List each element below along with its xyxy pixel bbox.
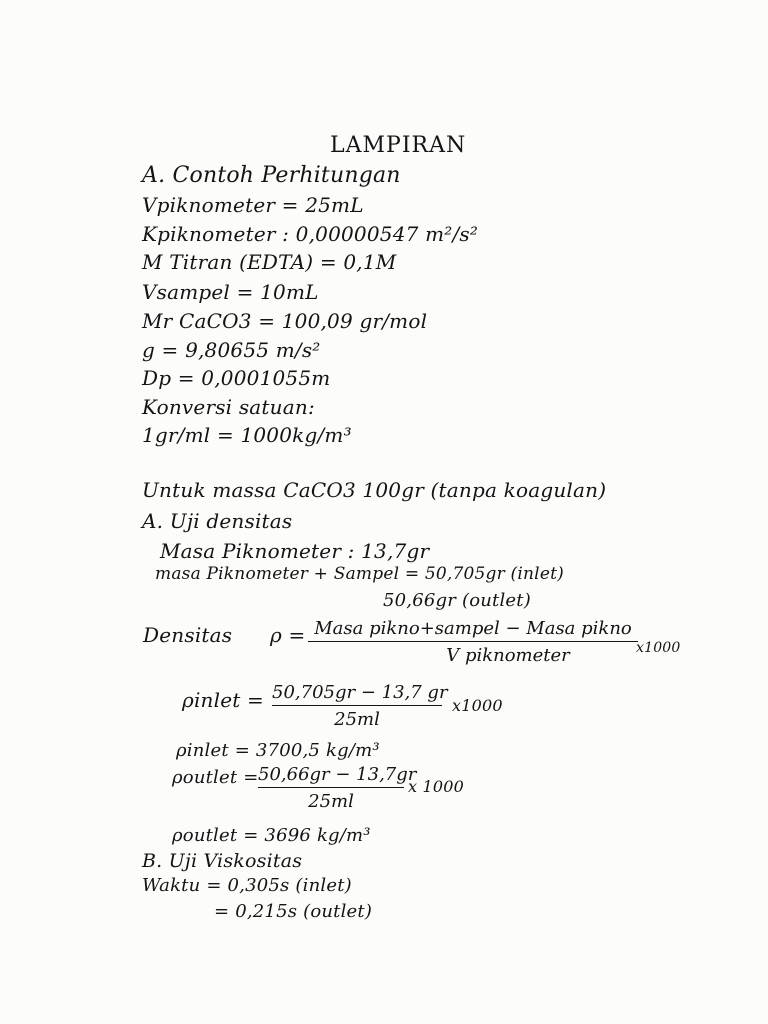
inlet-multiplier: x1000: [452, 696, 503, 715]
fraction-bar: [272, 705, 442, 706]
given-konversi: Konversi satuan:: [142, 395, 315, 419]
masa-pikno-sampel-inlet: masa Piknometer + Sampel = 50,705gr (inlet): [155, 564, 564, 584]
uji-densitas-heading: A. Uji densitas: [142, 509, 293, 533]
outlet-label: ρoutlet =: [172, 767, 259, 788]
section-a-heading: A. Contoh Perhitungan: [142, 163, 401, 188]
outlet-fraction: [258, 764, 417, 812]
outlet-result: ρoutlet = 3696 kg/m³: [172, 825, 371, 846]
given-g: g = 9,80655 m/s²: [142, 338, 321, 362]
densitas-formula-fraction: [308, 618, 638, 666]
given-dp: Dp = 0,0001055m: [142, 366, 331, 390]
outlet-denominator: 25ml: [308, 791, 354, 812]
densitas-numerator: Masa pikno+sampel − Masa pikno: [314, 618, 632, 639]
waktu-outlet: = 0,215s (outlet): [214, 901, 373, 922]
given-m-titran: M Titran (EDTA) = 0,1M: [142, 250, 397, 274]
page-title: LAMPIRAN: [330, 133, 467, 158]
inlet-label: ρinlet =: [182, 688, 265, 712]
fraction-bar: [258, 787, 404, 788]
inlet-denominator: 25ml: [334, 709, 380, 730]
given-vpiknometer: Vpiknometer = 25mL: [142, 193, 364, 217]
rho-symbol: ρ =: [270, 623, 306, 647]
outlet-numerator: 50,66gr − 13,7gr: [258, 764, 417, 785]
given-vsampel: Vsampel = 10mL: [142, 280, 319, 304]
masa-piknometer: Masa Piknometer : 13,7gr: [160, 539, 430, 563]
densitas-label: Densitas: [143, 623, 233, 647]
masa-pikno-sampel-outlet: 50,66gr (outlet): [383, 590, 531, 611]
given-konversi-value: 1gr/ml = 1000kg/m³: [142, 423, 352, 447]
inlet-result: ρinlet = 3700,5 kg/m³: [176, 740, 380, 761]
waktu-inlet: Waktu = 0,305s (inlet): [142, 875, 352, 896]
fraction-bar: [308, 641, 638, 642]
inlet-fraction: [272, 682, 448, 730]
case-title: Untuk massa CaCO3 100gr (tanpa koagulan): [142, 478, 607, 502]
given-mr-caco3: Mr CaCO3 = 100,09 gr/mol: [142, 309, 428, 333]
outlet-multiplier: x 1000: [408, 777, 465, 796]
densitas-denominator: V piknometer: [446, 645, 570, 666]
given-kpiknometer: Kpiknometer : 0,00000547 m²/s²: [142, 222, 479, 246]
uji-viskositas-heading: B. Uji Viskositas: [142, 850, 303, 872]
densitas-multiplier: x1000: [636, 640, 681, 656]
inlet-numerator: 50,705gr − 13,7 gr: [272, 682, 448, 703]
